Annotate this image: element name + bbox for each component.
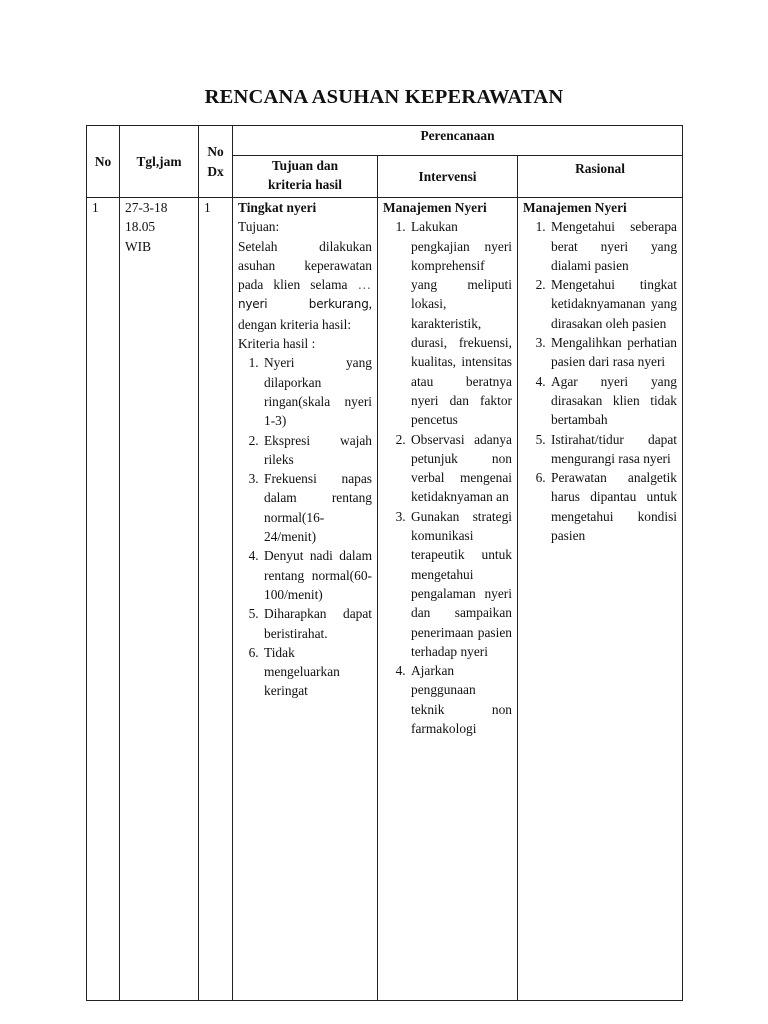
cell-no: 1 <box>87 198 120 1001</box>
cell-intervensi <box>378 198 518 1001</box>
intervensi-heading: Manajemen Nyeri <box>383 200 487 215</box>
rasional-heading: Manajemen Nyeri <box>523 200 627 215</box>
tujuan-statement <box>238 237 372 334</box>
header-tgl-jam: Tgl,jam <box>120 126 199 198</box>
kriteria-list <box>238 353 372 700</box>
intervensi-item: 4. Ajarkan penggunaan teknik non farmakologi <box>409 661 512 738</box>
kriteria-label: Kriteria hasil : <box>238 336 316 352</box>
rasional-list <box>523 217 677 545</box>
cell-tgl-jam <box>120 198 199 1001</box>
kriteria-item: 2. Ekspresi wajah rileks <box>262 431 372 470</box>
care-plan-table <box>86 125 683 1001</box>
kriteria-item: 1. Nyeri yang dilaporkan ringan(skala nyeri 1-3) <box>262 353 372 430</box>
tujuan-text-1: Setelah dilakukan asuhan keperawatan pada klien selama <box>238 238 372 293</box>
header-tujuan: Tujuan dan kriteria hasil <box>233 156 378 198</box>
header-no-dx <box>199 126 233 198</box>
date-text: 27-3-18 <box>125 200 168 215</box>
header-perencanaan: Perencanaan <box>233 126 683 156</box>
kriteria-item: 5. Diharapkan dapat beristirahat. <box>262 604 372 643</box>
intervensi-item: 2. Observasi adanya petunjuk non verbal mengenai ketidaknyaman an <box>409 430 512 507</box>
cell-tujuan <box>233 198 378 1001</box>
rasional-item: 3. Mengalihkan perhatian pasien dari rasa nyeri <box>549 333 677 372</box>
rasional-item: 4. Agar nyeri yang dirasakan klien tidak bertambah <box>549 372 677 430</box>
kriteria-item: 3. Frekuensi napas dalam rentang normal(16-24/menit) <box>262 469 372 546</box>
rasional-item: 1. Mengetahui seberapa berat nyeri yang dialami pasien <box>549 217 677 275</box>
kriteria-item: 4. Denyut nadi dalam rentang normal(60-100/menit) <box>262 546 372 604</box>
intervensi-item: 1. Lakukan pengkajian nyeri komprehensif yang meliputi lokasi, karakteristik, durasi, frekuensi, kualitas, intensitas atau beratnya nyeri dan faktor pencetus <box>409 217 512 429</box>
kriteria-item: 6. Tidak mengeluarkan keringat <box>262 643 372 701</box>
rasional-item: 2. Mengetahui tingkat ketidaknyamanan yang dirasakan oleh pasien <box>549 275 677 333</box>
tujuan-label: Tujuan: <box>238 219 280 235</box>
timezone-text: WIB <box>125 238 152 254</box>
header-no: No <box>87 126 120 198</box>
header-no-dx-line1: No <box>207 144 224 160</box>
header-no-dx-line2: Dx <box>207 163 224 179</box>
tujuan-dots: … <box>357 277 372 293</box>
page-title: RENCANA ASUHAN KEPERAWATAN <box>204 86 564 108</box>
tujuan-heading: Tingkat nyeri <box>238 200 317 215</box>
header-intervensi: Intervensi <box>378 156 518 198</box>
cell-rasional <box>518 198 683 1001</box>
header-rasional: Rasional <box>518 156 683 198</box>
intervensi-item: 3. Gunakan strategi komunikasi terapeutik untuk mengetahui pengalaman nyeri dan sampaikan penerimaan pasien terhadap nyeri <box>409 507 512 661</box>
rasional-item: 6. Perawatan analgetik harus dipantau untuk mengetahui kondisi pasien <box>549 468 677 545</box>
cell-no-dx: 1 <box>199 198 233 1001</box>
tujuan-text-2: , dengan kriteria hasil: <box>238 296 372 332</box>
tujuan-handwritten: nyeri berkurang <box>238 297 369 312</box>
rasional-item: 5. Istirahat/tidur dapat mengurangi rasa nyeri <box>549 430 677 469</box>
intervensi-list <box>383 217 512 738</box>
time-text: 18.05 <box>125 219 156 235</box>
